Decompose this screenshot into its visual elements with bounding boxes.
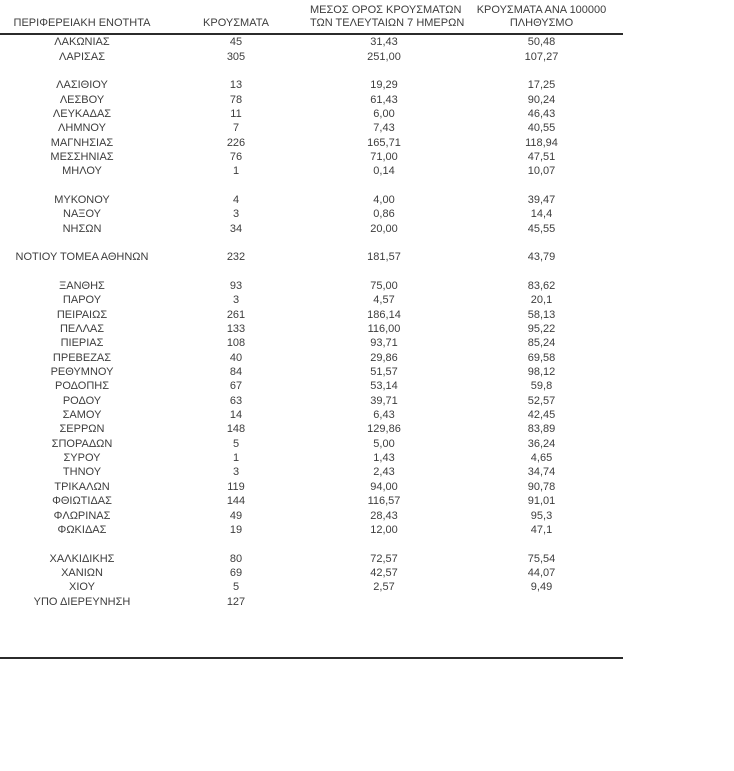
table-row (0, 135, 623, 149)
region-cell: ΝΗΣΩΝ (62, 222, 102, 235)
per100k-cell: 47,1 (530, 523, 553, 536)
table-row (0, 293, 623, 307)
per100k-cell: 34,74 (527, 466, 556, 479)
cases-cell: 3 (232, 294, 240, 307)
region-cell: ΠΕΙΡΑΙΩΣ (56, 308, 108, 321)
avg7-cell: 19,29 (370, 79, 398, 92)
region-cell: ΛΕΣΒΟΥ (59, 93, 105, 106)
table-row (0, 164, 623, 178)
cases-cell: 5 (232, 437, 240, 450)
region-cell: ΛΑΡΙΣΑΣ (58, 50, 105, 63)
per100k-cell: 14,4 (530, 208, 553, 221)
region-cell: ΤΡΙΚΑΛΩΝ (54, 480, 110, 493)
region-cell: ΣΠΟΡΑΔΩΝ (51, 437, 113, 450)
avg7-cell: 2,57 (373, 581, 395, 594)
cases-cell: 93 (229, 280, 243, 293)
region-cell: ΜΑΓΝΗΣΙΑΣ (50, 136, 114, 149)
table-row (0, 121, 623, 135)
avg7-cell: 61,43 (370, 93, 398, 106)
cases-cell: 13 (229, 79, 243, 92)
cases-cell: 80 (229, 552, 243, 565)
region-cell: ΡΟΔΟΥ (62, 394, 102, 407)
cases-cell: 19 (229, 523, 243, 536)
cases-cell: 127 (226, 595, 246, 608)
avg7-cell: 6,00 (373, 107, 395, 120)
per100k-cell: 36,24 (527, 437, 556, 450)
header-line: ΤΩΝ ΤΕΛΕΥΤΑΙΩΝ 7 ΗΜΕΡΩΝ (310, 17, 465, 29)
region-cell: ΝΟΤΙΟΥ ΤΟΜΕΑ ΑΘΗΝΩΝ (15, 251, 149, 264)
cases-cell: 3 (232, 208, 240, 221)
per100k-cell: 98,12 (527, 366, 556, 379)
avg7-cell: 181,57 (367, 251, 401, 264)
table-row (0, 437, 623, 451)
avg7-cell: 51,57 (370, 366, 398, 379)
per100k-cell: 46,43 (527, 107, 556, 120)
cases-cell: 232 (226, 251, 246, 264)
table-row (0, 480, 623, 494)
cases-cell: 4 (232, 193, 240, 206)
cases-cell: 78 (229, 93, 243, 106)
region-cell: ΧΑΝΙΩΝ (61, 566, 103, 579)
per100k-cell: 47,51 (527, 150, 556, 163)
cases-cell: 3 (232, 466, 240, 479)
table-row (0, 451, 623, 465)
cases-cell: 305 (226, 50, 246, 63)
per100k-cell: 17,25 (527, 79, 556, 92)
region-cell: ΜΗΛΟΥ (62, 165, 102, 178)
table-row (0, 365, 623, 379)
avg7-cell: 165,71 (367, 136, 401, 149)
table-row (0, 279, 623, 293)
per100k-cell: 95,22 (527, 323, 556, 336)
region-cell: ΞΑΝΘΗΣ (59, 280, 105, 293)
table-row (0, 508, 623, 522)
header-line: ΠΛΗΘΥΣΜΟ (509, 17, 574, 29)
region-cell: ΠΡΕΒΕΖΑΣ (52, 351, 112, 364)
avg7-cell: 29,86 (370, 351, 398, 364)
cases-cell: 34 (229, 222, 243, 235)
cases-cell: 144 (226, 495, 246, 508)
spacer-cell (0, 64, 623, 78)
region-cell: ΛΑΣΙΘΙΟΥ (56, 79, 108, 92)
region-cell: ΛΕΥΚΑΔΑΣ (52, 107, 112, 120)
per100k-cell: 90,24 (527, 93, 556, 106)
table-row (0, 422, 623, 436)
table-row (0, 351, 623, 365)
header-line: ΚΡΟΥΣΜΑΤΑ ΑΝΑ 100000 (476, 4, 607, 16)
per100k-cell: 90,78 (527, 480, 556, 493)
per100k-cell: 75,54 (527, 552, 556, 565)
region-cell: ΤΗΝΟΥ (62, 466, 102, 479)
region-cell: ΣΥΡΟΥ (63, 452, 101, 465)
region-cell: ΧΑΛΚΙΔΙΚΗΣ (49, 552, 115, 565)
region-cell: ΛΗΜΝΟΥ (58, 122, 106, 135)
per100k-cell: 85,24 (527, 337, 556, 350)
header-row (0, 4, 623, 34)
region-cell: ΜΕΣΣΗΝΙΑΣ (50, 150, 114, 163)
cases-cell: 63 (229, 394, 243, 407)
avg7-cell: 75,00 (370, 280, 398, 293)
per100k-cell: 50,48 (527, 36, 556, 49)
avg7-cell: 4,57 (373, 294, 395, 307)
column-header-per100k (460, 4, 623, 34)
avg7-cell (308, 594, 460, 608)
cases-cell: 133 (226, 323, 246, 336)
avg7-cell: 251,00 (367, 50, 401, 63)
avg7-cell: 20,00 (370, 222, 398, 235)
avg7-cell: 7,43 (373, 122, 395, 135)
table-header (0, 4, 623, 34)
table-row (0, 49, 623, 63)
region-cell: ΥΠΟ ΔΙΕΡΕΥΝΗΣΗ (33, 595, 131, 608)
spacer-cell (0, 265, 623, 279)
avg7-cell: 129,86 (367, 423, 401, 436)
avg7-cell: 2,43 (373, 466, 395, 479)
avg7-cell: 6,43 (373, 409, 395, 422)
cases-cell: 108 (226, 337, 246, 350)
avg7-cell: 5,00 (373, 437, 395, 450)
per100k-cell: 69,58 (527, 351, 556, 364)
cases-cell: 76 (229, 150, 243, 163)
per100k-cell: 58,13 (527, 308, 556, 321)
per100k-cell: 39,47 (527, 193, 556, 206)
region-cell: ΜΥΚΟΝΟΥ (54, 193, 110, 206)
region-cell: ΧΙΟΥ (69, 581, 95, 594)
region-cell: ΡΕΘΥΜΝΟΥ (50, 366, 114, 379)
cases-cell: 1 (232, 165, 240, 178)
per100k-cell: 95,3 (530, 509, 553, 522)
region-cell: ΦΛΩΡΙΝΑΣ (53, 509, 111, 522)
table-row (0, 221, 623, 235)
table-body (0, 34, 623, 609)
avg7-cell: 0,86 (373, 208, 395, 221)
table-row (0, 322, 623, 336)
region-cell: ΣΕΡΡΩΝ (59, 423, 105, 436)
region-cell: ΠΕΛΛΑΣ (59, 323, 105, 336)
per100k-cell: 52,57 (527, 394, 556, 407)
per100k-cell: 40,55 (527, 122, 556, 135)
region-cell: ΣΑΜΟΥ (62, 409, 102, 422)
per100k-cell: 118,94 (525, 136, 558, 149)
per100k-cell (460, 594, 623, 608)
table-row (0, 379, 623, 393)
cases-by-regional-unit-table (0, 4, 623, 609)
per100k-cell: 44,07 (527, 566, 556, 579)
table-row (0, 150, 623, 164)
cases-cell: 261 (226, 308, 246, 321)
table-row (0, 566, 623, 580)
spacer-row (0, 64, 623, 78)
region-cell: ΡΟΔΟΠΗΣ (54, 380, 110, 393)
table-row (0, 78, 623, 92)
header-line: ΜΕΣΟΣ ΟΡΟΣ ΚΡΟΥΣΜΑΤΩΝ (310, 4, 462, 16)
avg7-cell: 39,71 (370, 394, 398, 407)
table-row (0, 523, 623, 537)
spacer-row (0, 265, 623, 279)
per100k-cell: 4,65 (530, 452, 553, 465)
avg7-cell: 4,00 (373, 193, 395, 206)
avg7-cell: 42,57 (370, 566, 398, 579)
cases-cell: 45 (229, 36, 243, 49)
region-cell: ΠΙΕΡΙΑΣ (60, 337, 104, 350)
spacer-row (0, 236, 623, 250)
avg7-cell: 71,00 (370, 150, 398, 163)
avg7-cell: 116,57 (367, 495, 401, 508)
per100k-cell: 10,07 (527, 165, 556, 178)
avg7-cell: 94,00 (370, 480, 398, 493)
table-row (0, 580, 623, 594)
per100k-cell: 59,8 (530, 380, 553, 393)
table-row (0, 308, 623, 322)
column-header-cases (164, 4, 308, 34)
cases-cell: 226 (226, 136, 246, 149)
cases-cell: 84 (229, 366, 243, 379)
avg7-cell: 186,14 (367, 308, 401, 321)
cases-cell: 5 (232, 581, 240, 594)
spacer-cell (0, 537, 623, 551)
spacer-cell (0, 178, 623, 192)
table-row (0, 34, 623, 49)
cases-cell: 148 (226, 423, 246, 436)
cases-cell: 67 (229, 380, 243, 393)
per100k-cell: 83,89 (527, 423, 556, 436)
per100k-cell: 43,79 (527, 251, 556, 264)
per100k-cell: 45,55 (527, 222, 556, 235)
header-line: ΠΕΡΙΦΕΡΕΙΑΚΗ ΕΝΟΤΗΤΑ (13, 17, 151, 29)
cases-cell: 1 (232, 452, 240, 465)
table-row (0, 336, 623, 350)
cases-cell: 49 (229, 509, 243, 522)
spacer-row (0, 178, 623, 192)
region-cell: ΝΑΞΟΥ (63, 208, 101, 221)
cases-cell: 69 (229, 566, 243, 579)
table-row (0, 551, 623, 565)
table-row (0, 394, 623, 408)
spacer-cell (0, 236, 623, 250)
table-row (0, 193, 623, 207)
avg7-cell: 93,71 (370, 337, 398, 350)
avg7-cell: 116,00 (367, 323, 401, 336)
per100k-cell: 83,62 (527, 280, 556, 293)
cases-cell: 7 (232, 122, 240, 135)
table-row (0, 465, 623, 479)
column-header-avg7 (308, 4, 465, 34)
bottom-rule (0, 657, 623, 659)
avg7-cell: 31,43 (370, 36, 398, 49)
avg7-cell: 0,14 (373, 165, 395, 178)
column-header-region (0, 4, 164, 34)
cases-cell: 14 (229, 409, 243, 422)
cases-cell: 119 (227, 480, 245, 493)
per100k-cell: 20,1 (530, 294, 553, 307)
avg7-cell: 72,57 (370, 552, 398, 565)
per100k-cell: 91,01 (527, 495, 556, 508)
table-row (0, 594, 623, 608)
per100k-cell: 42,45 (527, 409, 556, 422)
avg7-cell: 12,00 (370, 523, 398, 536)
header-line: ΚΡΟΥΣΜΑΤΑ (203, 17, 269, 29)
region-cell: ΠΑΡΟΥ (62, 294, 102, 307)
avg7-cell: 1,43 (373, 452, 395, 465)
avg7-cell: 53,14 (370, 380, 398, 393)
table-row (0, 250, 623, 264)
per100k-cell: 9,49 (530, 581, 553, 594)
per100k-cell: 107,27 (524, 50, 559, 63)
cases-cell: 40 (229, 351, 243, 364)
region-cell: ΛΑΚΩΝΙΑΣ (54, 36, 110, 49)
region-cell: ΦΘΙΩΤΙΔΑΣ (52, 495, 112, 508)
spacer-row (0, 537, 623, 551)
region-cell: ΦΩΚΙΔΑΣ (57, 523, 107, 536)
table-row (0, 207, 623, 221)
table-row (0, 92, 623, 106)
cases-cell: 11 (230, 107, 242, 120)
table-row (0, 107, 623, 121)
table-row (0, 494, 623, 508)
table-row (0, 408, 623, 422)
avg7-cell: 28,43 (370, 509, 398, 522)
